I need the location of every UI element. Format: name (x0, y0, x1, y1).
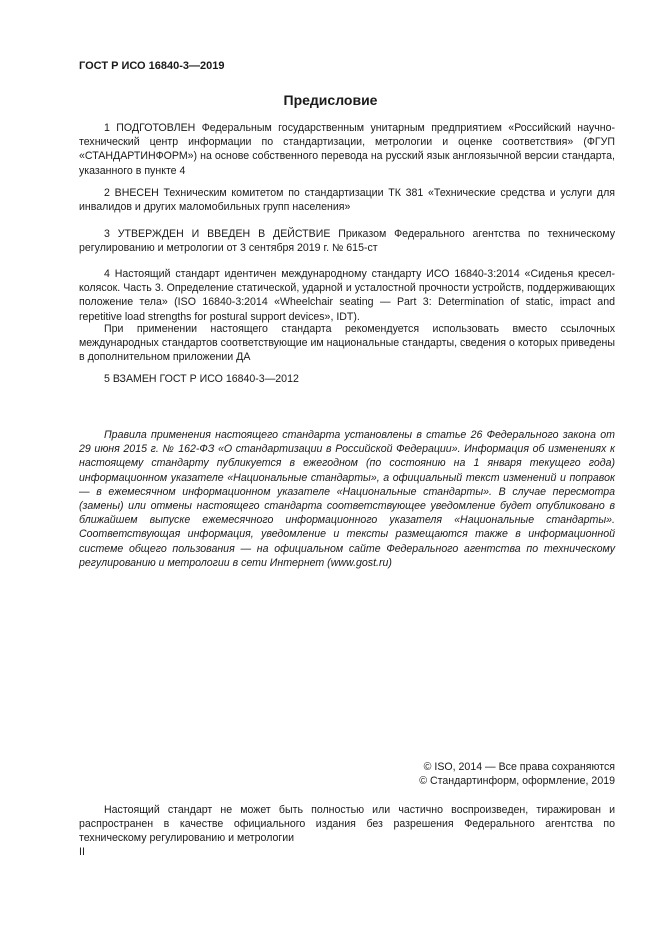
item-4-identical: 4 Настоящий стандарт идентичен международному стандарту ИСО 16840-3:2014 «Сиденья кресел-колясок. Часть 3. Определение статической, ударной и усталостной прочности устройств, поддерживающих положение тела» (ISO 16840-3:2014 «Wheelchair seating — Part 3: Determination of static, impact and repetitive load strengths for postural support devices», IDT). (79, 268, 615, 323)
document-code-header: ГОСТ Р ИСО 16840-3—2019 (79, 60, 225, 72)
item-3-approved: 3 УТВЕРЖДЕН И ВВЕДЕН В ДЕЙСТВИЕ Приказом Федерального агентства по техническому регулированию и метрологии от 3 сентября 2019 г. № 615-ст (79, 228, 615, 255)
page-title: Предисловие (283, 92, 378, 108)
reproduction-notice: Настоящий стандарт не может быть полностью или частично воспроизведен, тиражирован и распространен в качестве официального издания без разрешения Федерального агентства по техническому регулированию и метрологии (79, 804, 615, 845)
copyright-standartinform: © Стандартинформ, оформление, 2019 (419, 775, 615, 787)
item-4-note: При применении настоящего стандарта рекомендуется использовать вместо ссылочных международных стандартов соответствующие им национальные стандарты, сведения о которых приведены в дополнительном приложении ДА (79, 323, 615, 364)
item-5-replaces: 5 ВЗАМЕН ГОСТ Р ИСО 16840-3—2012 (104, 373, 299, 385)
item-2-introduced: 2 ВНЕСЕН Техническим комитетом по стандартизации ТК 381 «Технические средства и услуги для инвалидов и других маломобильных групп населения» (79, 187, 615, 214)
page-number: II (79, 846, 85, 858)
item-1-prepared: 1 ПОДГОТОВЛЕН Федеральным государственным унитарным предприятием «Российский научно-технический центр информации по стандартизации, метрологии и оценке соответствия» (ФГУП «СТАНДАРТИНФОРМ») на основе собственного перевода на русский язык англоязычной версии стандарта, указанного в пункте 4 (79, 122, 615, 177)
copyright-iso: © ISO, 2014 — Все права сохраняются (423, 761, 615, 773)
rules-notice: Правила применения настоящего стандарта установлены в статье 26 Федерального закона от 29 июня 2015 г. № 162-ФЗ «О стандартизации в Российской Федерации». Информация об изменениях к настоящему стандарту публикуется в ежегодном (по состоянию на 1 января текущего года) информационном указателе «Национальные стандарты», а официальный текст изменений и поправок — в ежемесячном информационном указателе «Национальные стандарты». В случае пересмотра (замены) или отмены настоящего стандарта соответствующее уведомление будет опубликовано в ближайшем выпуске ежемесячного информационного указателя «Национальные стандарты». Соответствующая информация, уведомление и тексты размещаются также в информационной системе общего пользования — на официальном сайте Федерального агентства по техническому регулированию и метрологии в сети Интернет (www.gost.ru) (79, 429, 615, 569)
